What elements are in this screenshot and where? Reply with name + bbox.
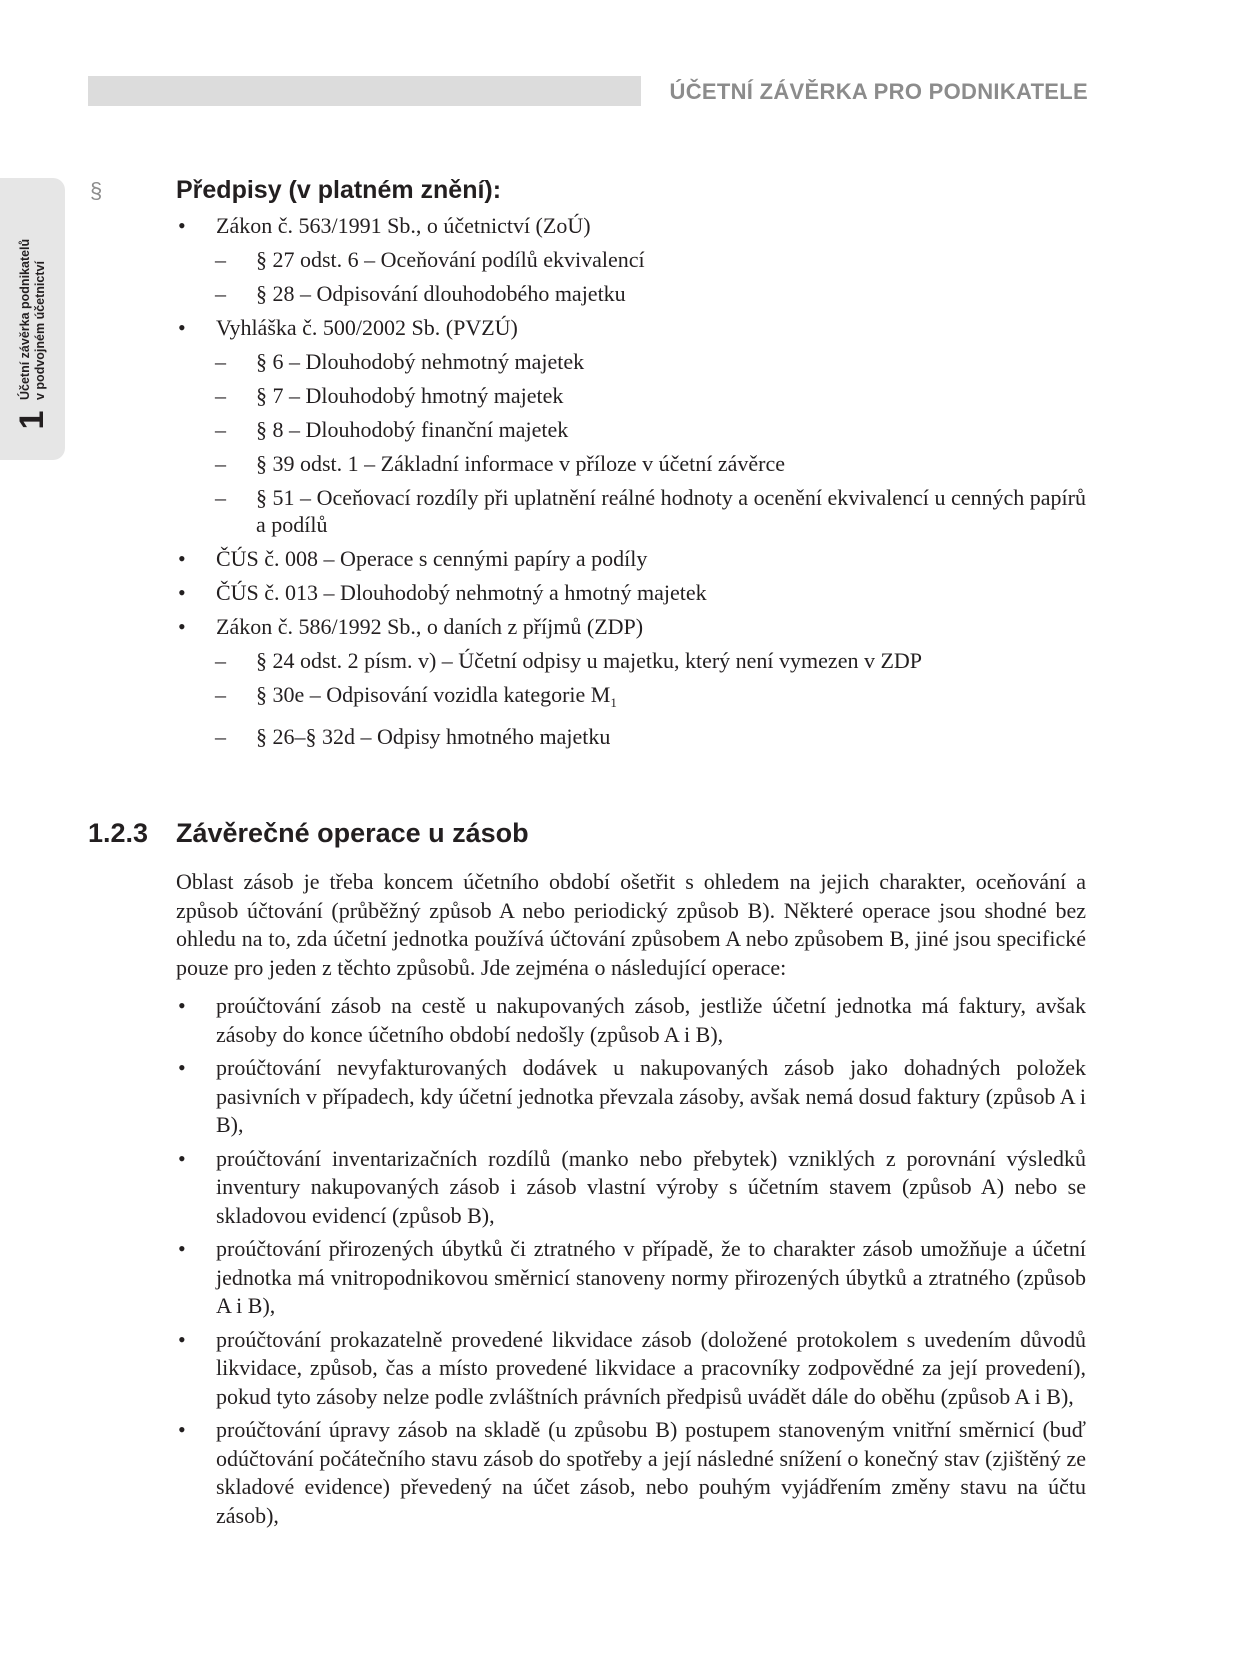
regulations-heading: Předpisy (v platném znění): xyxy=(176,176,502,204)
regulation-text: ČÚS č. 013 – Dlouhodobý nehmotný a hmotný majetek xyxy=(216,580,707,605)
regulation-text: § 7 – Dlouhodobý hmotný majetek xyxy=(256,383,564,408)
regulation-text: § 24 odst. 2 písm. v) – Účetní odpisy u majetku, který není vymezen v ZDP xyxy=(256,648,923,673)
regulation-subitem xyxy=(176,484,1086,538)
regulation-subitem xyxy=(176,723,1086,750)
regulation-text: § 6 – Dlouhodobý nehmotný majetek xyxy=(256,349,585,374)
regulation-text: Zákon č. 563/1991 Sb., o účetnictví (ZoÚ) xyxy=(216,213,591,238)
running-head: ÚČETNÍ ZÁVĚRKA PRO PODNIKATELE xyxy=(669,79,1088,104)
side-tab-line-1: Účetní závěrka podnikatelů xyxy=(18,238,32,400)
regulation-item xyxy=(176,212,1086,239)
regulation-subitem xyxy=(176,450,1086,477)
regulation-text: § 39 odst. 1 – Základní informace v příloze v účetní závěrce xyxy=(256,451,786,476)
regulations-list xyxy=(176,212,1086,757)
regulation-item xyxy=(176,545,1086,572)
section-heading xyxy=(88,818,529,849)
operation-item: • proúčtování úpravy zásob na skladě (u způsobu B) postupem stanoveným vnitřní směrnicí (buď odúčtování počátečního stavu zásob do spotřeby a její následné snížení o konečný stav (zjištěný ze skladové evidence) převedený na účet zásob, nebo pouhým vyjádřením změny stavu na účtu zásob), xyxy=(176,1416,1086,1530)
operations-list xyxy=(176,992,1086,1535)
section-number: 1.2.3 xyxy=(88,818,149,848)
chapter-number: 1 xyxy=(13,410,51,430)
operation-item: • proúčtování nevyfakturovaných dodávek u nakupovaných zásob jako dohadných položek pasivních v případech, kdy účetní jednotka převzala zásoby, avšak nemá dosud faktury (způsob A i B), xyxy=(176,1054,1086,1140)
regulation-subscript: 1 xyxy=(610,695,617,710)
operation-item: • proúčtování inventarizačních rozdílů (manko nebo přebytek) vzniklých z porovnání výsledků inventury nakupovaných zásob i zásob vlastní výroby s účetním stavem (způsob A) nebo se skladovou evidencí (způsob B), xyxy=(176,1145,1086,1231)
regulation-subitem xyxy=(176,681,1086,716)
regulation-text: § 27 odst. 6 – Oceňování podílů ekvivalencí xyxy=(256,247,645,272)
operation-item: • proúčtování přirozených úbytků či ztratného v případě, že to charakter zásob umožňuje a účetní jednotka má vnitropodnikovou směrnicí stanoveny normy přirozených úbytků a ztratného (způsob A i B), xyxy=(176,1235,1086,1321)
regulation-subitem xyxy=(176,246,1086,273)
regulation-subitem xyxy=(176,416,1086,443)
chapter-side-tab-title xyxy=(18,200,48,400)
header-bar xyxy=(88,76,641,106)
regulation-item xyxy=(176,613,1086,640)
regulation-text: § 28 – Odpisování dlouhodobého majetku xyxy=(256,281,626,306)
regulation-text: § 8 – Dlouhodobý finanční majetek xyxy=(256,417,569,442)
regulation-item xyxy=(176,579,1086,606)
section-title: Závěrečné operace u zásob xyxy=(176,818,529,848)
paragraph-symbol-icon: § xyxy=(90,178,103,203)
regulation-text: ČÚS č. 008 – Operace s cennými papíry a podíly xyxy=(216,546,648,571)
side-tab-line-2: v podvojném účetnictví xyxy=(33,261,47,400)
regulation-text: Vyhláška č. 500/2002 Sb. (PVZÚ) xyxy=(216,315,518,340)
regulation-text: § 51 – Oceňovací rozdíly při uplatnění reálné hodnoty a ocenění ekvivalencí u cenných papírů a podílů xyxy=(256,485,1086,537)
regulation-item xyxy=(176,314,1086,341)
regulation-subitem xyxy=(176,647,1086,674)
section-intro-paragraph: Oblast zásob je třeba koncem účetního období ošetřit s ohledem na jejich charakter, oceňování a způsob účtování (průběžný způsob A nebo periodický způsob B). Některé operace jsou shodné bez ohledu na to, zda účetní jednotka používá účtování způsobem A nebo způsobem B, jiné jsou specifické pouze pro jeden z těchto způsobů. Jde zejména o následující operace: xyxy=(176,869,1086,980)
operation-item: • proúčtování zásob na cestě u nakupovaných zásob, jestliže účetní jednotka má faktury, avšak zásoby do konce účetního období nedošly (způsob A i B), xyxy=(176,992,1086,1049)
regulation-subitem xyxy=(176,348,1086,375)
regulation-text: Zákon č. 586/1992 Sb., o daních z příjmů (ZDP) xyxy=(216,614,644,639)
regulation-text: § 30e – Odpisování vozidla kategorie M xyxy=(256,682,611,707)
regulation-text: § 26–§ 32d – Odpisy hmotného majetku xyxy=(256,724,611,749)
regulation-subitem xyxy=(176,280,1086,307)
regulation-subitem xyxy=(176,382,1086,409)
operation-item: • proúčtování prokazatelně provedené likvidace zásob (doložené protokolem s uvedením důvodů likvidace, způsob, čas a místo provedené likvidace a pracovníky zodpovědné za její provedení), pokud tyto zásoby nelze podle zvláštních právních předpisů uvádět dále do oběhu (způsob A i B), xyxy=(176,1326,1086,1412)
